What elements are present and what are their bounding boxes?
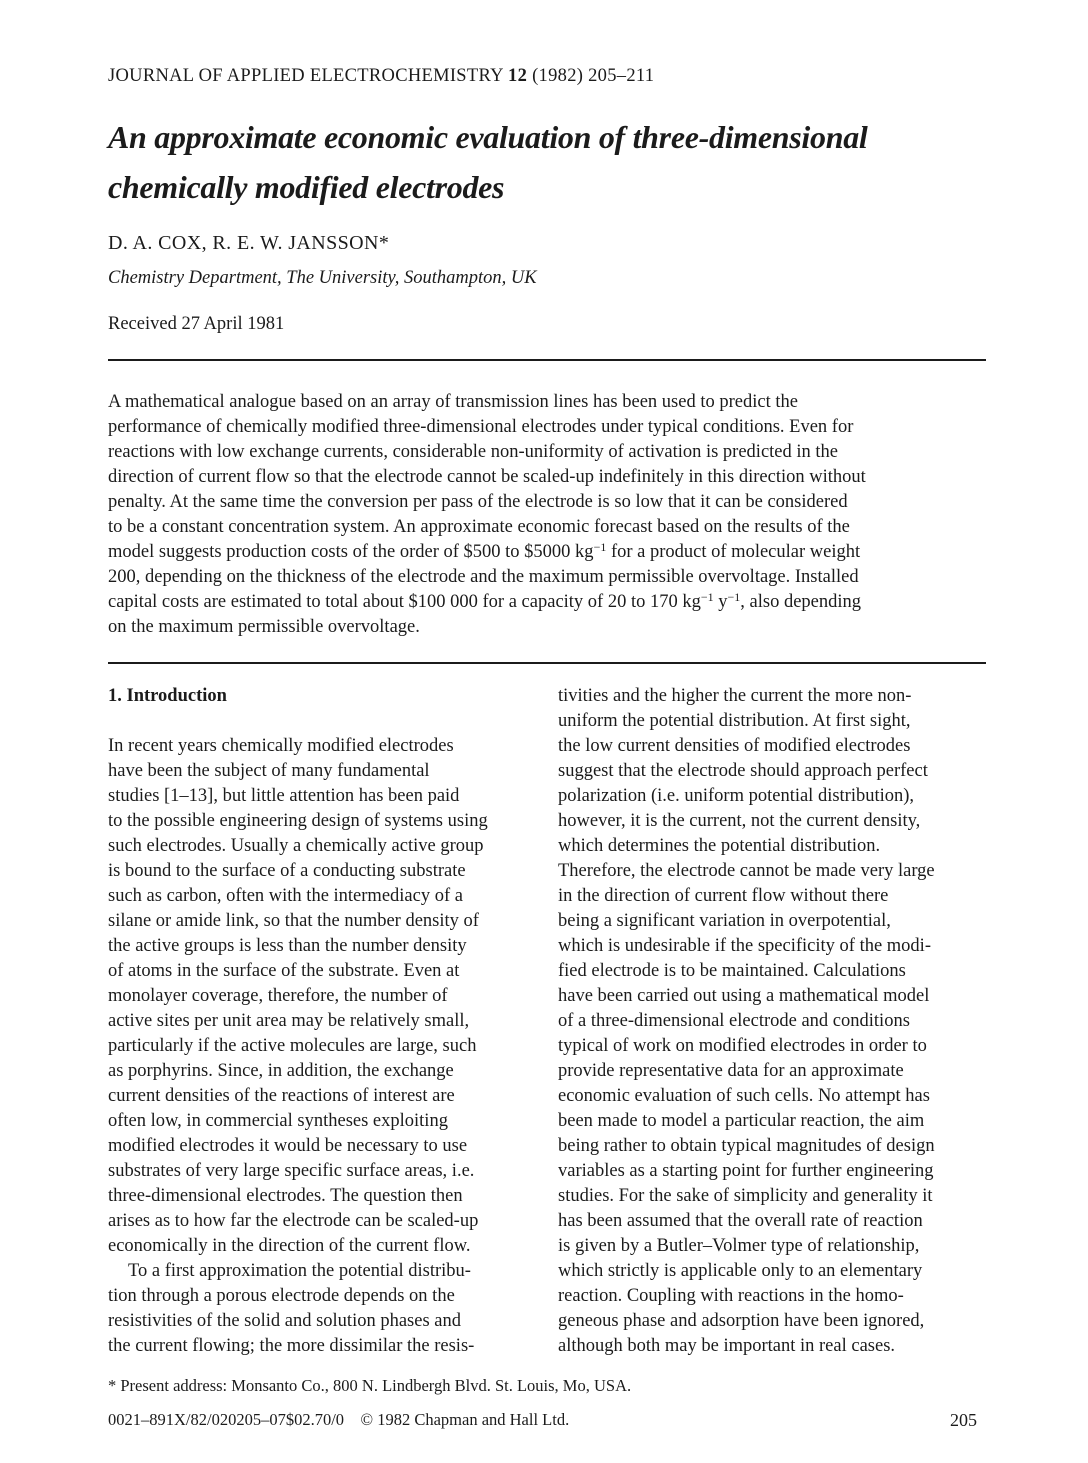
superscript: −1 bbox=[700, 590, 714, 604]
abstract-line: 200, depending on the thickness of the electrode and the maximum permissible overvoltage. Installed bbox=[108, 567, 859, 587]
footer-code bbox=[108, 1410, 569, 1430]
superscript: −1 bbox=[593, 540, 607, 554]
body-line: to the possible engineering design of systems using bbox=[108, 811, 488, 831]
article-title bbox=[108, 112, 1008, 212]
body-line: studies [1–13], but little attention has been paid bbox=[108, 786, 460, 806]
received-date: Received 27 April 1981 bbox=[108, 314, 285, 334]
body-line: such electrodes. Usually a chemically active group bbox=[108, 836, 484, 856]
body-line: which determines the potential distribution. bbox=[558, 836, 881, 856]
body-line: modified electrodes it would be necessary to use bbox=[108, 1136, 468, 1156]
abstract-line: A mathematical analogue based on an array of transmission lines has been used to predict the bbox=[108, 392, 798, 412]
body-line: studies. For the sake of simplicity and generality it bbox=[558, 1186, 933, 1206]
footnote: * Present address: Monsanto Co., 800 N. Lindbergh Blvd. St. Louis, Mo, USA. bbox=[108, 1376, 632, 1395]
body-line: which is undesirable if the specificity of the modi- bbox=[558, 936, 931, 956]
body-line: the low current densities of modified electrodes bbox=[558, 736, 911, 756]
body-line: geneous phase and adsorption have been ignored, bbox=[558, 1311, 925, 1331]
abstract-text: y bbox=[713, 592, 728, 612]
body-line: economic evaluation of such cells. No attempt has bbox=[558, 1086, 930, 1106]
body-line: substrates of very large specific surface areas, i.e. bbox=[108, 1161, 475, 1181]
body-line: been made to model a particular reaction, the aim bbox=[558, 1111, 925, 1131]
body-line: however, it is the current, not the current density, bbox=[558, 811, 921, 831]
body-line: provide representative data for an approximate bbox=[558, 1061, 904, 1081]
abstract-text: , also depending bbox=[740, 592, 862, 612]
journal-header bbox=[108, 66, 654, 87]
body-line: the current flowing; the more dissimilar the resis- bbox=[108, 1336, 475, 1356]
article-code: 0021–891X/82/020205–07$02.70/0 bbox=[108, 1410, 345, 1429]
page-number: 205 bbox=[950, 1410, 977, 1430]
body-line: In recent years chemically modified electrodes bbox=[108, 736, 454, 756]
abstract bbox=[108, 390, 986, 640]
body-line: often low, in commercial syntheses exploiting bbox=[108, 1111, 448, 1131]
body-line: as porphyrins. Since, in addition, the exchange bbox=[108, 1061, 454, 1081]
section-heading: 1. Introduction bbox=[108, 686, 227, 706]
abstract-line: on the maximum permissible overvoltage. bbox=[108, 617, 420, 637]
body-line: particularly if the active molecules are large, such bbox=[108, 1036, 477, 1056]
title-line: An approximate economic evaluation of three-dimensional bbox=[108, 119, 868, 155]
abstract-line: penalty. At the same time the conversion per pass of the electrode is so low that it can be considered bbox=[108, 492, 848, 512]
body-line: although both may be important in real cases. bbox=[558, 1336, 896, 1356]
body-line: typical of work on modified electrodes in order to bbox=[558, 1036, 927, 1056]
body-line: variables as a starting point for further engineering bbox=[558, 1161, 934, 1181]
body-line: has been assumed that the overall rate of reaction bbox=[558, 1211, 923, 1231]
copyright: © 1982 Chapman and Hall Ltd. bbox=[360, 1410, 570, 1429]
abstract-line bbox=[108, 540, 986, 565]
journal-volume: 12 bbox=[508, 66, 528, 86]
abstract-line bbox=[108, 590, 986, 615]
body-line: have been carried out using a mathematical model bbox=[558, 986, 930, 1006]
superscript: −1 bbox=[727, 590, 741, 604]
divider-top bbox=[108, 359, 986, 361]
affiliation: Chemistry Department, The University, Southampton, UK bbox=[108, 268, 537, 288]
body-line: uniform the potential distribution. At first sight, bbox=[558, 711, 911, 731]
body-line: Therefore, the electrode cannot be made very large bbox=[558, 861, 935, 881]
abstract-text: for a product of molecular weight bbox=[606, 542, 861, 562]
body-line: tivities and the higher the current the more non- bbox=[558, 686, 912, 706]
body-line: being a significant variation in overpotential, bbox=[558, 911, 891, 931]
body-line: economically in the direction of the current flow. bbox=[108, 1236, 471, 1256]
body-line: active sites per unit area may be relatively small, bbox=[108, 1011, 470, 1031]
body-line: current densities of the reactions of interest are bbox=[108, 1086, 455, 1106]
body-line: monolayer coverage, therefore, the number of bbox=[108, 986, 448, 1006]
body-line: which strictly is applicable only to an elementary bbox=[558, 1261, 923, 1281]
abstract-text: model suggests production costs of the order of $500 to $5000 kg bbox=[108, 542, 594, 562]
body-line: silane or amide link, so that the number density of bbox=[108, 911, 479, 931]
body-line: of atoms in the surface of the substrate. Even at bbox=[108, 961, 460, 981]
abstract-line: performance of chemically modified three-dimensional electrodes under typical conditions. Even for bbox=[108, 417, 854, 437]
body-line: such as carbon, often with the intermediacy of a bbox=[108, 886, 463, 906]
body-line: suggest that the electrode should approach perfect bbox=[558, 761, 928, 781]
body-line: have been the subject of many fundamental bbox=[108, 761, 430, 781]
journal-name: JOURNAL OF APPLIED ELECTROCHEMISTRY bbox=[108, 66, 504, 86]
divider-bottom bbox=[108, 662, 986, 664]
abstract-line: to be a constant concentration system. An approximate economic forecast based on the results of the bbox=[108, 517, 850, 537]
authors: D. A. COX, R. E. W. JANSSON* bbox=[108, 232, 390, 254]
body-line: in the direction of current flow without there bbox=[558, 886, 889, 906]
abstract-line: reactions with low exchange currents, considerable non-uniformity of activation is predicted in the bbox=[108, 442, 839, 462]
body-line: the active groups is less than the number density bbox=[108, 936, 467, 956]
body-line: fied electrode is to be maintained. Calculations bbox=[558, 961, 906, 981]
body-line: polarization (i.e. uniform potential distribution), bbox=[558, 786, 915, 806]
body-line: being rather to obtain typical magnitudes of design bbox=[558, 1136, 935, 1156]
body-line: is given by a Butler–Volmer type of relationship, bbox=[558, 1236, 920, 1256]
body-line: of a three-dimensional electrode and conditions bbox=[558, 1011, 910, 1031]
body-line: To a first approximation the potential distribu- bbox=[128, 1261, 471, 1281]
body-line: is bound to the surface of a conducting substrate bbox=[108, 861, 466, 881]
body-line: reaction. Coupling with reactions in the homo- bbox=[558, 1286, 904, 1306]
abstract-text: capital costs are estimated to total about $100 000 for a capacity of 20 to 170 kg bbox=[108, 592, 701, 612]
abstract-line: direction of current flow so that the electrode cannot be scaled-up indefinitely in this direction without bbox=[108, 467, 866, 487]
body-line: resistivities of the solid and solution phases and bbox=[108, 1311, 461, 1331]
title-line: chemically modified electrodes bbox=[108, 169, 505, 205]
body-line: tion through a porous electrode depends on the bbox=[108, 1286, 455, 1306]
journal-year-pages: (1982) 205–211 bbox=[532, 66, 655, 86]
body-line: three-dimensional electrodes. The question then bbox=[108, 1186, 463, 1206]
body-line: arises as to how far the electrode can be scaled-up bbox=[108, 1211, 479, 1231]
column-left bbox=[108, 684, 538, 1359]
column-right bbox=[558, 684, 998, 1359]
